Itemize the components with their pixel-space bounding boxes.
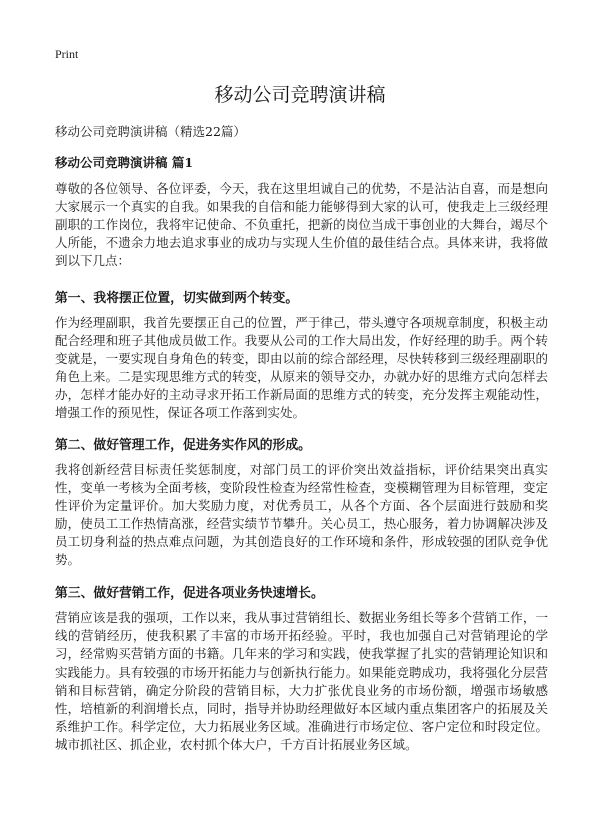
section-heading-2: 第二、做好管理工作，促进务实作风的形成。	[55, 438, 311, 453]
section-body-3: 营销应该是我的强项，工作以来，我从事过营销组长、数据业务组长等多个营销工作，一线的营销经历，使我积累了丰富的市场开拓经验。平时，我也加强自己对营销理论的学习，经常购买营销方面的书籍。几年来的学习和实践，使我掌握了扎实的营销理论知识和实践能力。具有较强的市场开拓能力与创新执行能力。如果能竞聘成功，我将强化分层营销和目标营销，确定分阶段的营销目标，大力扩张优良业务的市场份额，增强市场敏感性，培植新的利润增长点，同时，指导并协助经理做好本区域内重点集团客户的拓展及关系维护工作。科学定位，大力拓展业务区域。准确进行市场定位、客户定位和时段定位。城市抓社区、抓企业，农村抓个体大户，千方百计拓展业务区域。	[55, 610, 548, 753]
page-title: 移动公司竞聘演讲稿	[214, 84, 386, 106]
section-body-1: 作为经理副职，我首先要摆正自己的位置，严于律己，带头遵守各项规章制度，积极主动配合经理和班子其他成员做工作。我要从公司的工作大局出发，作好经理的助手。两个转变就是，一要实现自身角色的转变，即由以前的综合部经理，尽快转移到三级经理副职的角色上来。二是实现思维方式的转变，从原来的领导交办，办就办好的思维方式向怎样去办，怎样才能办好的主动寻求开拓工作新局面的思维方式的转变，充分发挥主观能动性，增强工作的预见性，保证各项工作落到实处。	[55, 315, 548, 420]
section-heading-3: 第三、做好营销工作，促进各项业务快速增长。	[55, 586, 324, 601]
document-subtitle: 移动公司竞聘演讲稿（精选22篇）	[55, 124, 246, 139]
intro-paragraph: 尊敬的各位领导、各位评委，今天，我在这里坦诚自己的优势，不是沾沾自喜，而是想向大家展示一个真实的自我。如果我的自信和能力能够得到大家的认可，使我走上三级经理副职的工作岗位，我将牢记使命、不负重托，把新的岗位当成干事创业的大舞台，竭尽个人所能，不遗余力地去追求事业的成功与实现人生价值的最佳结合点。具体来讲，我将做到以下几点：	[55, 181, 548, 268]
print-label[interactable]: Print	[55, 47, 79, 61]
article-heading: 移动公司竞聘演讲稿 篇1	[55, 155, 194, 170]
section-body-2: 我将创新经营目标责任奖惩制度，对部门员工的评价突出效益指标，评价结果突出真实性，变单一考核为全面考核，变阶段性检查为经常性检查，变模糊管理为目标管理，变定性评价为定量评价。加大奖励力度，对优秀员工，从各个方面、各个层面进行鼓励和奖励，使员工工作热情高涨，经营实绩节节攀升。关心员工，热心服务，着力协调解决涉及员工切身利益的热点难点问题，为其创造良好的工作环境和条件，形成较强的团队竞争优势。	[55, 462, 548, 567]
section-heading-1: 第一、我将摆正位置，切实做到两个转变。	[55, 291, 299, 306]
